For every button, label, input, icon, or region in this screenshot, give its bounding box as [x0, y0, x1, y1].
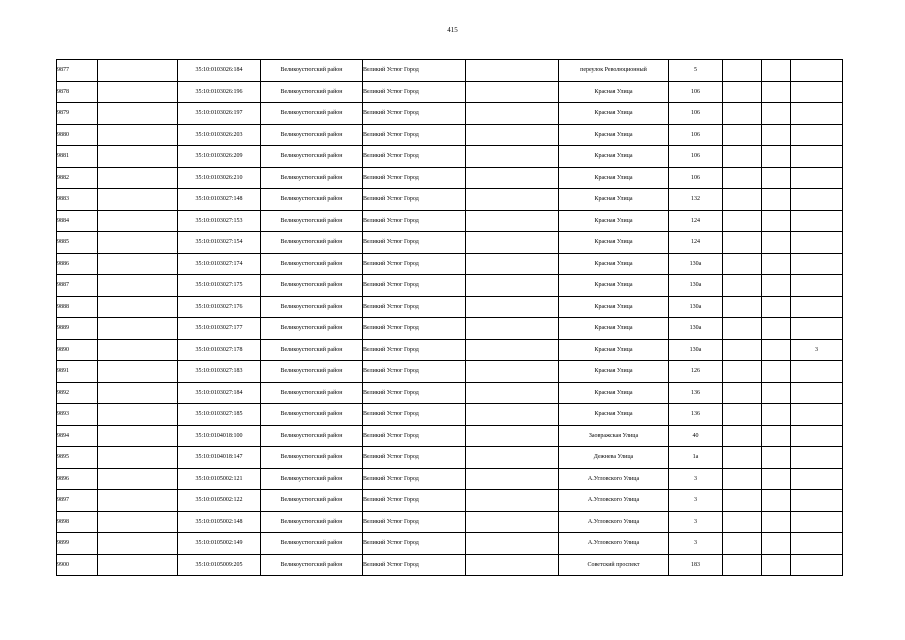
- cadastral-number-cell: 35:10:0103026:209: [178, 146, 261, 168]
- street-cell: Дежнева Улица: [559, 447, 669, 469]
- record-number-cell: 9881: [57, 146, 98, 168]
- page-number: 415: [447, 26, 458, 34]
- blank-cell: [98, 167, 178, 189]
- blank-cell: [466, 511, 559, 533]
- blank-cell: [98, 490, 178, 512]
- blank-cell: [762, 533, 791, 555]
- street-cell: Заовражская Улица: [559, 425, 669, 447]
- street-cell: Красная Улица: [559, 404, 669, 426]
- district-cell: Великоустюгский район: [261, 468, 363, 490]
- blank-cell: [723, 275, 762, 297]
- city-cell: Великий Устюг Город: [363, 189, 466, 211]
- cadastral-number-cell: 35:10:0103027:148: [178, 189, 261, 211]
- blank-cell: [762, 425, 791, 447]
- record-number-cell: 9877: [57, 60, 98, 82]
- table-row: [57, 296, 843, 318]
- record-number-cell: 9895: [57, 447, 98, 469]
- district-cell: Великоустюгский район: [261, 146, 363, 168]
- house-number-cell: 3: [669, 468, 723, 490]
- house-number-cell: 126: [669, 361, 723, 383]
- table-row: [57, 253, 843, 275]
- district-cell: Великоустюгский район: [261, 189, 363, 211]
- extra-value-cell: [791, 490, 843, 512]
- table-row: [57, 468, 843, 490]
- city-cell: Великий Устюг Город: [363, 511, 466, 533]
- blank-cell: [466, 296, 559, 318]
- street-cell: А.Угловского Улица: [559, 533, 669, 555]
- cadastral-number-cell: 35:10:0103026:184: [178, 60, 261, 82]
- district-cell: Великоустюгский район: [261, 361, 363, 383]
- street-cell: Красная Улица: [559, 361, 669, 383]
- street-cell: Красная Улица: [559, 339, 669, 361]
- district-cell: Великоустюгский район: [261, 425, 363, 447]
- blank-cell: [762, 232, 791, 254]
- blank-cell: [762, 339, 791, 361]
- record-number-cell: 9883: [57, 189, 98, 211]
- blank-cell: [466, 146, 559, 168]
- blank-cell: [762, 361, 791, 383]
- blank-cell: [466, 318, 559, 340]
- street-cell: А.Угловского Улица: [559, 490, 669, 512]
- cadastral-number-cell: 35:10:0103027:175: [178, 275, 261, 297]
- street-cell: Красная Улица: [559, 81, 669, 103]
- blank-cell: [98, 81, 178, 103]
- blank-cell: [98, 146, 178, 168]
- blank-cell: [723, 318, 762, 340]
- cadastral-number-cell: 35:10:0105002:149: [178, 533, 261, 555]
- city-cell: Великий Устюг Город: [363, 81, 466, 103]
- blank-cell: [98, 296, 178, 318]
- table-row: [57, 189, 843, 211]
- street-cell: Красная Улица: [559, 167, 669, 189]
- cadastral-number-cell: 35:10:0103027:153: [178, 210, 261, 232]
- city-cell: Великий Устюг Город: [363, 318, 466, 340]
- blank-cell: [466, 210, 559, 232]
- record-number-cell: 9894: [57, 425, 98, 447]
- street-cell: Красная Улица: [559, 318, 669, 340]
- house-number-cell: 106: [669, 146, 723, 168]
- house-number-cell: 106: [669, 81, 723, 103]
- blank-cell: [466, 167, 559, 189]
- table-row: [57, 404, 843, 426]
- blank-cell: [762, 554, 791, 576]
- house-number-cell: 5: [669, 60, 723, 82]
- cadastral-number-cell: 35:10:0103027:183: [178, 361, 261, 383]
- blank-cell: [723, 447, 762, 469]
- house-number-cell: 130а: [669, 275, 723, 297]
- blank-cell: [466, 124, 559, 146]
- table-row: [57, 554, 843, 576]
- blank-cell: [762, 124, 791, 146]
- city-cell: Великий Устюг Город: [363, 447, 466, 469]
- house-number-cell: 130а: [669, 296, 723, 318]
- extra-value-cell: [791, 511, 843, 533]
- house-number-cell: 3: [669, 533, 723, 555]
- district-cell: Великоустюгский район: [261, 447, 363, 469]
- record-number-cell: 9896: [57, 468, 98, 490]
- blank-cell: [98, 103, 178, 125]
- street-cell: А.Угловского Улица: [559, 468, 669, 490]
- district-cell: Великоустюгский район: [261, 318, 363, 340]
- blank-cell: [762, 167, 791, 189]
- blank-cell: [762, 275, 791, 297]
- extra-value-cell: 3: [791, 339, 843, 361]
- district-cell: Великоустюгский район: [261, 124, 363, 146]
- blank-cell: [98, 554, 178, 576]
- blank-cell: [98, 533, 178, 555]
- house-number-cell: 106: [669, 167, 723, 189]
- record-number-cell: 9882: [57, 167, 98, 189]
- extra-value-cell: [791, 60, 843, 82]
- table-row: [57, 146, 843, 168]
- blank-cell: [98, 210, 178, 232]
- house-number-cell: 106: [669, 103, 723, 125]
- extra-value-cell: [791, 382, 843, 404]
- city-cell: Великий Устюг Город: [363, 361, 466, 383]
- blank-cell: [98, 124, 178, 146]
- record-number-cell: 9888: [57, 296, 98, 318]
- blank-cell: [466, 361, 559, 383]
- blank-cell: [98, 60, 178, 82]
- extra-value-cell: [791, 189, 843, 211]
- district-cell: Великоустюгский район: [261, 382, 363, 404]
- street-cell: Красная Улица: [559, 124, 669, 146]
- extra-value-cell: [791, 253, 843, 275]
- house-number-cell: 3: [669, 511, 723, 533]
- blank-cell: [98, 318, 178, 340]
- blank-cell: [723, 103, 762, 125]
- street-cell: Красная Улица: [559, 103, 669, 125]
- city-cell: Великий Устюг Город: [363, 533, 466, 555]
- record-number-cell: 9893: [57, 404, 98, 426]
- blank-cell: [762, 146, 791, 168]
- cadastral-number-cell: 35:10:0105009:205: [178, 554, 261, 576]
- city-cell: Великий Устюг Город: [363, 210, 466, 232]
- district-cell: Великоустюгский район: [261, 511, 363, 533]
- city-cell: Великий Устюг Город: [363, 146, 466, 168]
- blank-cell: [723, 490, 762, 512]
- blank-cell: [98, 361, 178, 383]
- extra-value-cell: [791, 361, 843, 383]
- city-cell: Великий Устюг Город: [363, 296, 466, 318]
- street-cell: переулок Революционный: [559, 60, 669, 82]
- city-cell: Великий Устюг Город: [363, 60, 466, 82]
- extra-value-cell: [791, 81, 843, 103]
- district-cell: Великоустюгский район: [261, 554, 363, 576]
- cadastral-number-cell: 35:10:0103027:154: [178, 232, 261, 254]
- cadastral-number-cell: 35:10:0103027:185: [178, 404, 261, 426]
- blank-cell: [466, 232, 559, 254]
- district-cell: Великоустюгский район: [261, 232, 363, 254]
- district-cell: Великоустюгский район: [261, 81, 363, 103]
- record-number-cell: 9878: [57, 81, 98, 103]
- house-number-cell: 124: [669, 232, 723, 254]
- city-cell: Великий Устюг Город: [363, 425, 466, 447]
- cadastral-number-cell: 35:10:0103027:177: [178, 318, 261, 340]
- district-cell: Великоустюгский район: [261, 533, 363, 555]
- cadastral-number-cell: 35:10:0105002:121: [178, 468, 261, 490]
- extra-value-cell: [791, 425, 843, 447]
- house-number-cell: 136: [669, 404, 723, 426]
- blank-cell: [762, 404, 791, 426]
- extra-value-cell: [791, 447, 843, 469]
- record-number-cell: 9880: [57, 124, 98, 146]
- street-cell: Красная Улица: [559, 232, 669, 254]
- blank-cell: [98, 404, 178, 426]
- district-cell: Великоустюгский район: [261, 210, 363, 232]
- street-cell: Красная Улица: [559, 253, 669, 275]
- extra-value-cell: [791, 404, 843, 426]
- cadastral-number-cell: 35:10:0103026:196: [178, 81, 261, 103]
- extra-value-cell: [791, 146, 843, 168]
- blank-cell: [466, 404, 559, 426]
- blank-cell: [762, 60, 791, 82]
- blank-cell: [98, 275, 178, 297]
- city-cell: Великий Устюг Город: [363, 124, 466, 146]
- blank-cell: [98, 189, 178, 211]
- district-cell: Великоустюгский район: [261, 253, 363, 275]
- blank-cell: [762, 81, 791, 103]
- street-cell: Красная Улица: [559, 210, 669, 232]
- blank-cell: [723, 404, 762, 426]
- street-cell: Красная Улица: [559, 296, 669, 318]
- cadastral-number-cell: 35:10:0103027:184: [178, 382, 261, 404]
- house-number-cell: 132: [669, 189, 723, 211]
- blank-cell: [98, 425, 178, 447]
- blank-cell: [762, 490, 791, 512]
- record-number-cell: 9889: [57, 318, 98, 340]
- extra-value-cell: [791, 533, 843, 555]
- table-row: [57, 81, 843, 103]
- city-cell: Великий Устюг Город: [363, 232, 466, 254]
- table-row: [57, 490, 843, 512]
- blank-cell: [723, 189, 762, 211]
- blank-cell: [466, 253, 559, 275]
- blank-cell: [466, 81, 559, 103]
- blank-cell: [762, 296, 791, 318]
- blank-cell: [98, 511, 178, 533]
- blank-cell: [762, 447, 791, 469]
- blank-cell: [762, 382, 791, 404]
- blank-cell: [98, 253, 178, 275]
- record-number-cell: 9879: [57, 103, 98, 125]
- record-number-cell: 9886: [57, 253, 98, 275]
- blank-cell: [98, 468, 178, 490]
- house-number-cell: 1а: [669, 447, 723, 469]
- extra-value-cell: [791, 318, 843, 340]
- record-number-cell: 9897: [57, 490, 98, 512]
- city-cell: Великий Устюг Город: [363, 490, 466, 512]
- extra-value-cell: [791, 468, 843, 490]
- table-row: [57, 382, 843, 404]
- house-number-cell: 3: [669, 490, 723, 512]
- table-row: [57, 318, 843, 340]
- record-number-cell: 9890: [57, 339, 98, 361]
- district-cell: Великоустюгский район: [261, 296, 363, 318]
- street-cell: Красная Улица: [559, 382, 669, 404]
- blank-cell: [723, 253, 762, 275]
- blank-cell: [723, 533, 762, 555]
- city-cell: Великий Устюг Город: [363, 382, 466, 404]
- table-row: [57, 167, 843, 189]
- blank-cell: [762, 253, 791, 275]
- city-cell: Великий Устюг Город: [363, 404, 466, 426]
- city-cell: Великий Устюг Город: [363, 554, 466, 576]
- extra-value-cell: [791, 275, 843, 297]
- blank-cell: [466, 490, 559, 512]
- city-cell: Великий Устюг Город: [363, 468, 466, 490]
- blank-cell: [723, 361, 762, 383]
- district-cell: Великоустюгский район: [261, 60, 363, 82]
- city-cell: Великий Устюг Город: [363, 167, 466, 189]
- house-number-cell: 130а: [669, 339, 723, 361]
- blank-cell: [466, 339, 559, 361]
- blank-cell: [723, 60, 762, 82]
- extra-value-cell: [791, 124, 843, 146]
- table-row: [57, 339, 843, 361]
- house-number-cell: 136: [669, 382, 723, 404]
- cadastral-number-cell: 35:10:0103026:210: [178, 167, 261, 189]
- blank-cell: [98, 232, 178, 254]
- blank-cell: [466, 447, 559, 469]
- extra-value-cell: [791, 232, 843, 254]
- record-number-cell: 9892: [57, 382, 98, 404]
- blank-cell: [762, 318, 791, 340]
- table-row: [57, 60, 843, 82]
- blank-cell: [723, 554, 762, 576]
- blank-cell: [98, 339, 178, 361]
- record-number-cell: 9900: [57, 554, 98, 576]
- extra-value-cell: [791, 210, 843, 232]
- house-number-cell: 130а: [669, 253, 723, 275]
- blank-cell: [466, 425, 559, 447]
- city-cell: Великий Устюг Город: [363, 253, 466, 275]
- table-row: [57, 210, 843, 232]
- table-row: [57, 232, 843, 254]
- blank-cell: [723, 468, 762, 490]
- table-row: [57, 447, 843, 469]
- blank-cell: [723, 81, 762, 103]
- blank-cell: [723, 146, 762, 168]
- cadastral-number-cell: 35:10:0104018:147: [178, 447, 261, 469]
- blank-cell: [723, 124, 762, 146]
- record-number-cell: 9887: [57, 275, 98, 297]
- blank-cell: [762, 468, 791, 490]
- blank-cell: [723, 167, 762, 189]
- table-row: [57, 124, 843, 146]
- blank-cell: [723, 210, 762, 232]
- cadastral-number-cell: 35:10:0103026:197: [178, 103, 261, 125]
- extra-value-cell: [791, 103, 843, 125]
- table-row: [57, 533, 843, 555]
- street-cell: Советский проспект: [559, 554, 669, 576]
- cadastral-number-cell: 35:10:0103027:176: [178, 296, 261, 318]
- blank-cell: [762, 103, 791, 125]
- blank-cell: [762, 210, 791, 232]
- blank-cell: [762, 189, 791, 211]
- table-row: [57, 425, 843, 447]
- blank-cell: [466, 382, 559, 404]
- cadastral-number-cell: 35:10:0103026:203: [178, 124, 261, 146]
- extra-value-cell: [791, 167, 843, 189]
- blank-cell: [723, 382, 762, 404]
- district-cell: Великоустюгский район: [261, 275, 363, 297]
- blank-cell: [466, 554, 559, 576]
- street-cell: А.Угловского Улица: [559, 511, 669, 533]
- blank-cell: [466, 468, 559, 490]
- blank-cell: [466, 275, 559, 297]
- table-row: [57, 275, 843, 297]
- district-cell: Великоустюгский район: [261, 167, 363, 189]
- cadastral-number-cell: 35:10:0103027:174: [178, 253, 261, 275]
- blank-cell: [98, 447, 178, 469]
- blank-cell: [762, 511, 791, 533]
- district-cell: Великоустюгский район: [261, 490, 363, 512]
- cadastral-number-cell: 35:10:0105002:148: [178, 511, 261, 533]
- record-number-cell: 9899: [57, 533, 98, 555]
- cadastral-number-cell: 35:10:0104018:100: [178, 425, 261, 447]
- blank-cell: [723, 425, 762, 447]
- house-number-cell: 183: [669, 554, 723, 576]
- house-number-cell: 130а: [669, 318, 723, 340]
- blank-cell: [466, 60, 559, 82]
- district-cell: Великоустюгский район: [261, 339, 363, 361]
- street-cell: Красная Улица: [559, 146, 669, 168]
- cadastral-number-cell: 35:10:0103027:178: [178, 339, 261, 361]
- table-row: [57, 361, 843, 383]
- blank-cell: [723, 232, 762, 254]
- registry-body: [57, 60, 843, 576]
- extra-value-cell: [791, 554, 843, 576]
- city-cell: Великий Устюг Город: [363, 103, 466, 125]
- blank-cell: [723, 296, 762, 318]
- registry-table: [56, 59, 843, 576]
- blank-cell: [98, 382, 178, 404]
- record-number-cell: 9884: [57, 210, 98, 232]
- house-number-cell: 124: [669, 210, 723, 232]
- street-cell: Красная Улица: [559, 275, 669, 297]
- cadastral-number-cell: 35:10:0105002:122: [178, 490, 261, 512]
- extra-value-cell: [791, 296, 843, 318]
- table-row: [57, 103, 843, 125]
- record-number-cell: 9885: [57, 232, 98, 254]
- record-number-cell: 9898: [57, 511, 98, 533]
- record-number-cell: 9891: [57, 361, 98, 383]
- city-cell: Великий Устюг Город: [363, 339, 466, 361]
- blank-cell: [723, 339, 762, 361]
- blank-cell: [466, 189, 559, 211]
- blank-cell: [723, 511, 762, 533]
- district-cell: Великоустюгский район: [261, 103, 363, 125]
- table-row: [57, 511, 843, 533]
- blank-cell: [466, 103, 559, 125]
- city-cell: Великий Устюг Город: [363, 275, 466, 297]
- house-number-cell: 40: [669, 425, 723, 447]
- blank-cell: [466, 533, 559, 555]
- street-cell: Красная Улица: [559, 189, 669, 211]
- house-number-cell: 106: [669, 124, 723, 146]
- district-cell: Великоустюгский район: [261, 404, 363, 426]
